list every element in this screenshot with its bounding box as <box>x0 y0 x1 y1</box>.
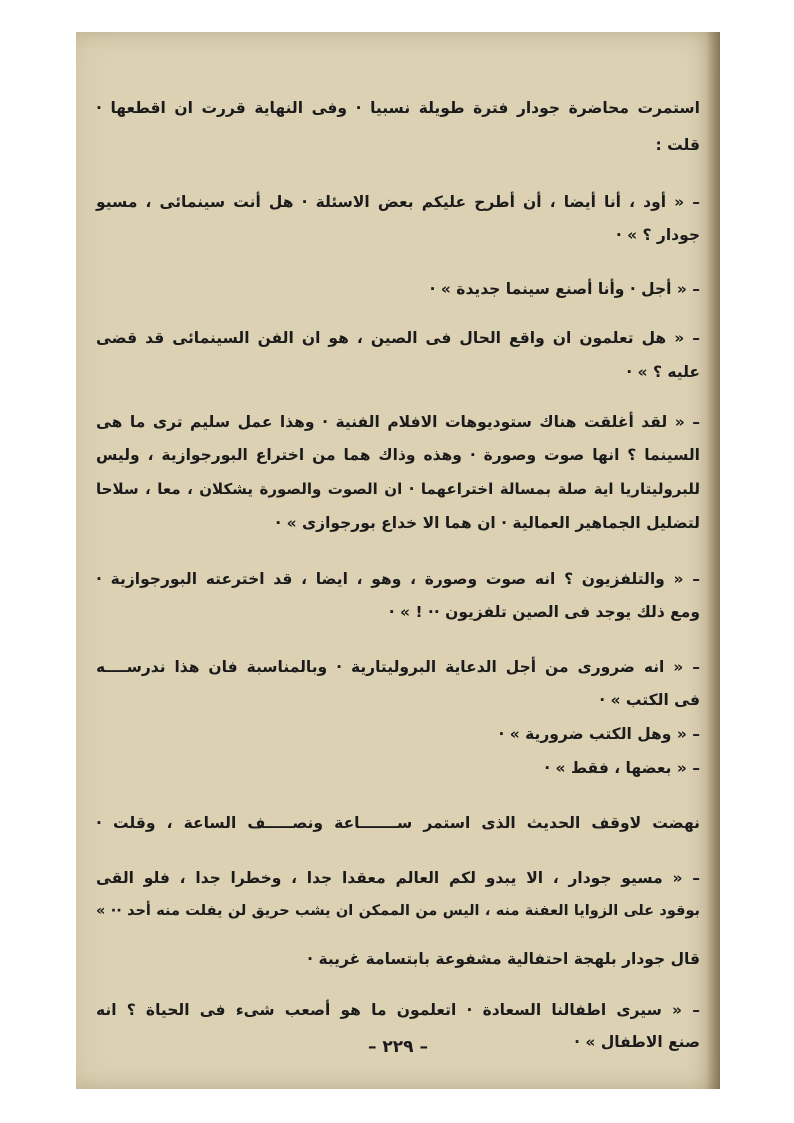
text-line: عليه ؟ » · <box>626 363 700 381</box>
text-line: للبروليتاريا اية صلة بمسالة اختراعهما · ان الصوت والصورة يشكلان ، معا ، سلاحا <box>96 480 700 498</box>
text-line: – « سيرى اطفالنا السعادة · اتعلمون ما هو أصعب شىء فى الحياة ؟ انه <box>96 1001 700 1019</box>
text-line: جودار ؟ » · <box>615 226 700 244</box>
text-line: – « أود ، أنا أيضا ، أن أطرح عليكم بعض الاسئلة · هل أنت سينمائى ، مسيو <box>96 193 700 211</box>
text-line: صنع الاطفال » · <box>574 1033 700 1051</box>
page-number: – ٢٢٩ – <box>368 1037 428 1057</box>
text-line: – « أجل · وأنا أصنع سينما جديدة » · <box>429 280 700 298</box>
text-line: – « لقد أغلقت هناك ستوديوهات الافلام الفنية · وهذا عمل سليم ترى ما هى <box>96 413 700 431</box>
text-line: استمرت محاضرة جودار فترة طويلة نسبيا · وفى النهاية قررت ان اقطعها · <box>96 99 700 117</box>
text-line: – « بعضها ، فقط » · <box>544 759 700 777</box>
text-line: بوقود على الزوايا العفنة منه ، اليس من الممكن ان يشب حريق لن يفلت منه أحد ·· » <box>96 903 700 919</box>
scanned-page <box>76 32 720 1089</box>
text-line: نهضت لاوقف الحديث الذى استمر ســـــــاعة ونصـــــف الساعة ، وقلت · <box>96 814 700 832</box>
text-line: فى الكتب » · <box>599 691 700 709</box>
text-line: – « وهل الكتب ضرورية » · <box>498 725 700 743</box>
text-line: – « والتلفزيون ؟ انه صوت وصورة ، وهو ، ايضا ، قد اخترعته البورجوازية · <box>96 570 700 588</box>
text-line: لتضليل الجماهير العمالية · ان هما الا خداع بورجوازى » · <box>275 514 700 532</box>
text-line: السينما ؟ انها صوت وصورة · وهذه وذاك هما من اختراع البورجوازية ، وليس <box>96 446 700 464</box>
text-line: قلت : <box>655 136 700 154</box>
text-line: ومع ذلك يوجد فى الصين تلفزيون ·· ! » · <box>388 603 700 621</box>
page-body <box>76 32 720 1089</box>
text-line: – « مسيو جودار ، الا يبدو لكم العالم معقدا جدا ، وخطرا جدا ، فلو القى <box>96 869 700 887</box>
text-line: – « هل تعلمون ان واقع الحال فى الصين ، هو ان الفن السينمائى قد قضى <box>96 329 700 347</box>
text-line: قال جودار بلهجة احتفالية مشفوعة بابتسامة غريبة · <box>307 950 700 968</box>
text-line: – « انه ضرورى من أجل الدعاية البروليتارية · وبالمناسبة فان هذا ندرســــه <box>96 658 700 676</box>
